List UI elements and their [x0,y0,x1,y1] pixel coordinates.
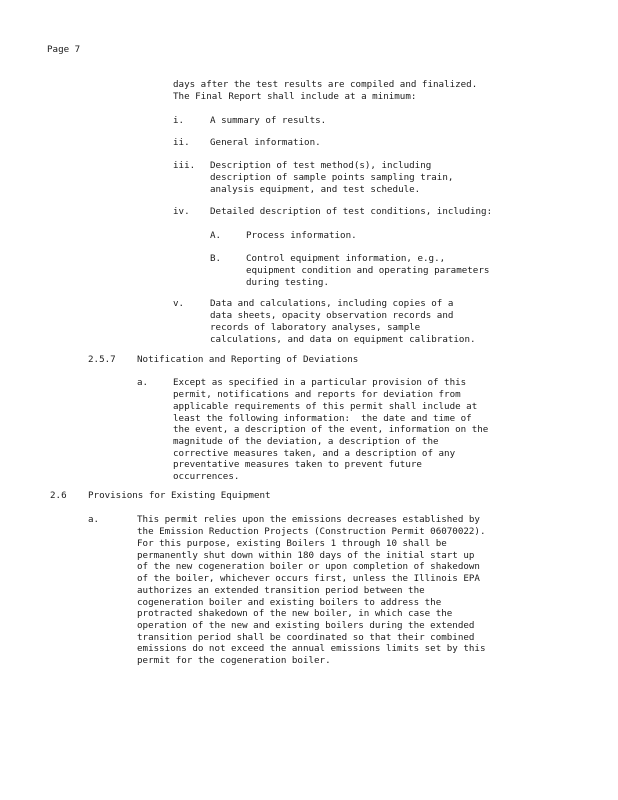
list-item-text: description of sample points sampling train, [210,172,454,183]
section-title: Notification and Reporting of Deviations [137,354,359,365]
paragraph-line: of the boiler, whichever occurs first, unless the Illinois EPA [137,573,480,584]
paragraph-line: least the following information: the date and time of [173,413,472,424]
page-number: Page 7 [47,44,81,55]
section-number: 2.5.7 [88,354,116,365]
sub-item-text: equipment condition and operating parameters [246,265,490,276]
paragraph-line: of the new cogeneration boiler or upon completion of shakedown [137,561,480,572]
list-item-text: records of laboratory analyses, sample [210,322,421,333]
paragraph-line: occurrences. [173,471,240,482]
sub-item-text: Control equipment information, e.g., [246,253,446,264]
final-report-lead-line-1: days after the test results are compiled and finalized. [173,79,478,90]
sub-item-number: A. [210,230,222,241]
section-number: 2.6 [50,490,67,501]
paragraph-line: permit for the cogeneration boiler. [137,655,331,666]
paragraph-line: preventative measures taken to prevent future [173,459,422,470]
paragraph-line: operation of the new and existing boilers during the extended [137,620,475,631]
paragraph-line: protracted shakedown of the new boiler, in which case the [137,608,453,619]
list-item-text: General information. [210,137,321,148]
list-item-number: iv. [173,206,190,217]
paragraph-line: transition period shall be coordinated so that their combined [137,632,475,643]
paragraph-line: authorizes an extended transition period between the [137,585,425,596]
sub-item-text: Process information. [246,230,357,241]
paragraph-line: This permit relies upon the emissions decreases established by [137,514,480,525]
paragraph-line: For this purpose, existing Boilers 1 through 10 shall be [137,538,447,549]
paragraph-line: magnitude of the deviation, a description of the [173,436,439,447]
paragraph-line: permanently shut down within 180 days of the initial start up [137,550,475,561]
list-item-text: calculations, and data on equipment calibration. [210,334,476,345]
list-item-text: A summary of results. [210,115,327,126]
paragraph-line: emissions do not exceed the annual emissions limits set by this [137,643,486,654]
section-title: Provisions for Existing Equipment [88,490,271,501]
list-item-number: i. [173,115,185,126]
paragraph-line: the event, a description of the event, information on the [173,424,489,435]
list-item-number: ii. [173,137,190,148]
list-item-text: Data and calculations, including copies of a [210,298,454,309]
list-item-text: analysis equipment, and test schedule. [210,184,421,195]
list-item-text: data sheets, opacity observation records and [210,310,454,321]
paragraph-item-number: a. [137,377,149,388]
final-report-lead-line-2: The Final Report shall include at a minimum: [173,91,417,102]
paragraph-line: the Emission Reduction Projects (Construction Permit 06070022). [137,526,486,537]
paragraph-line: applicable requirements of this permit shall include at [173,401,478,412]
sub-item-text: during testing. [246,277,329,288]
list-item-number: iii. [173,160,196,171]
paragraph-item-number: a. [88,514,100,525]
list-item-number: v. [173,298,185,309]
paragraph-line: permit, notifications and reports for deviation from [173,389,461,400]
paragraph-line: Except as specified in a particular provision of this [173,377,467,388]
list-item-text: Description of test method(s), including [210,160,432,171]
list-item-text: Detailed description of test conditions, including: [210,206,493,217]
paragraph-line: corrective measures taken, and a description of any [173,448,456,459]
paragraph-line: cogeneration boiler and existing boilers to address the [137,597,442,608]
sub-item-number: B. [210,253,222,264]
